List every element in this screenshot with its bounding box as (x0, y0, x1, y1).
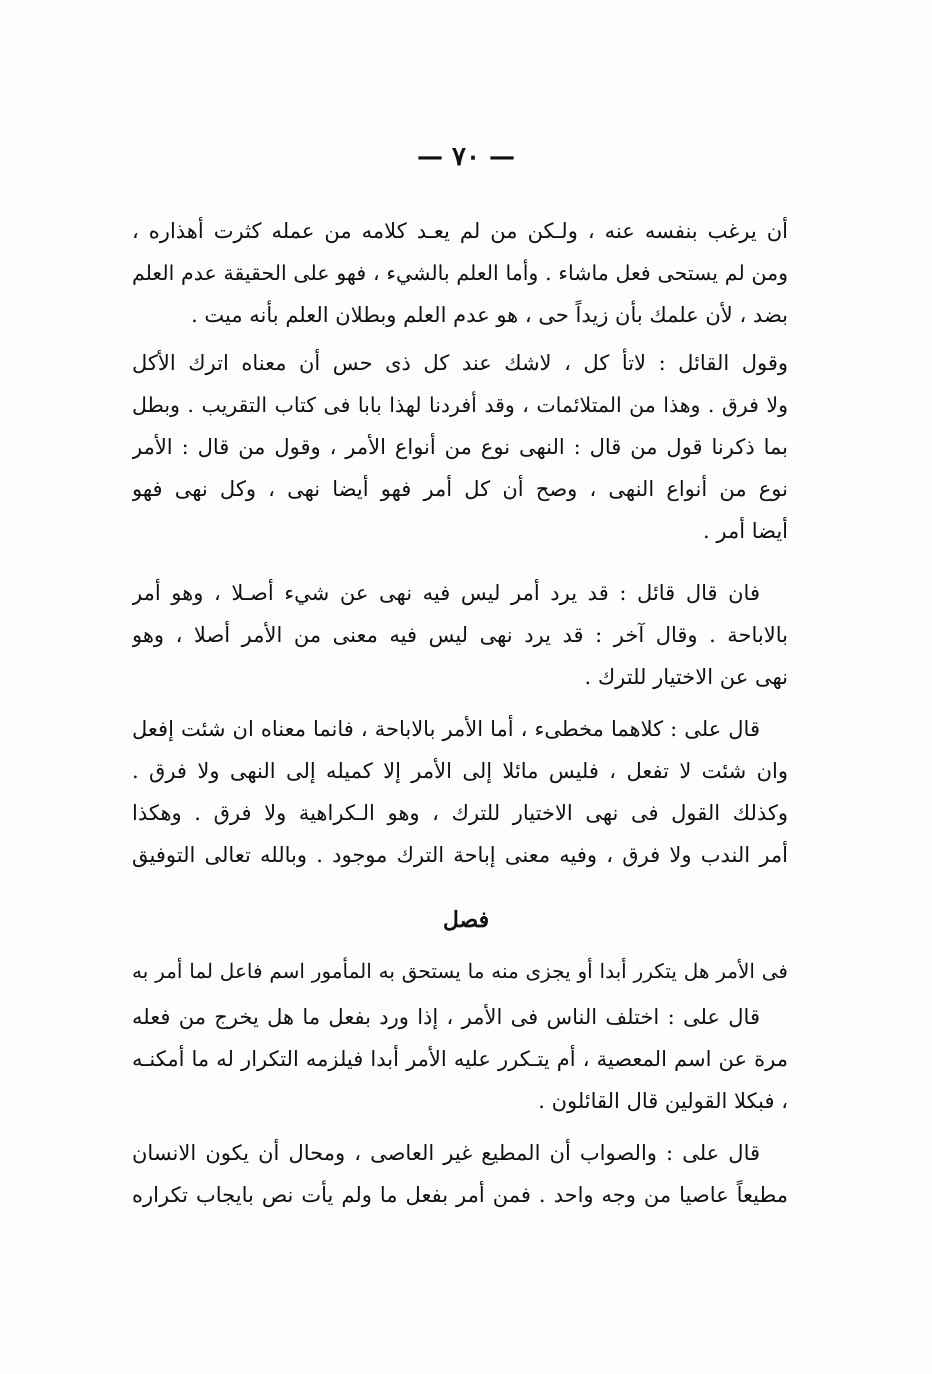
text-line: أيضا أمر . (703, 519, 788, 543)
text-line: ومن لم يستحى فعل ماشاء . وأما العلم بالشيء ، فهو على الحقيقة عدم العلم (132, 261, 788, 285)
text-line: بالاباحة . وقال آخر : قد يرد نهى ليس فيه معنى من الأمر أصلا ، وهو (132, 623, 788, 647)
text-line: مطيعاً عاصيا من وجه واحد . فمن أمر بفعل ما ولم يأت نص بايجاب تكراره (132, 1183, 788, 1207)
text-line: بضد ، لأن علمك بأن زيداً حى ، هو عدم العلم وبطلان العلم بأنه ميت . (191, 303, 788, 327)
text-line: وان شئت لا تفعل ، فليس مائلا إلى الأمر إلا كميله إلى النهى ولا فرق . (132, 759, 788, 783)
section-subtitle (132, 950, 788, 992)
text-line: أن يرغب بنفسه عنه ، ولـكن من لم يعـد كلامه من عمله كثرت أهذاره ، (132, 219, 788, 243)
text-line: نهى عن الاختيار للترك . (584, 665, 788, 689)
paragraph-2 (132, 342, 788, 552)
paragraph-3 (132, 572, 788, 698)
page-number: — ٧٠ — (416, 142, 516, 172)
text-line: نوع من أنواع النهى ، وصح أن كل أمر فهو أيضا نهى ، وكل نهى فهو (132, 477, 788, 501)
text-line: أمر الندب ولا فرق ، وفيه معنى إباحة الترك موجود . وبالله تعالى التوفيق (132, 843, 788, 867)
text-line: وقول القائل : لاتأ كل ، لاشك عند كل ذى حس أن معناه اترك الأكل (132, 351, 788, 375)
text-line: قال على : اختلف الناس فى الأمر ، إذا ورد بفعل ما هل يخرج من فعله (132, 1005, 760, 1029)
text-line: قال على : كلاهما مخطىء ، أما الأمر بالاباحة ، فانما معناه ان شئت إفعل (132, 717, 760, 741)
text-line: وكذلك القول فى نهى الاختيار للترك ، وهو الـكراهية ولا فرق . وهكذا (132, 801, 788, 825)
paragraph-6 (132, 996, 788, 1122)
paragraph-1 (132, 210, 788, 336)
paragraph-4 (132, 708, 788, 876)
text-line: قال على : والصواب أن المطيع غير العاصى ، ومحال أن يكون الانسان (132, 1141, 760, 1165)
text-line: فى الأمر هل يتكرر أبدا أو يجزى منه ما يستحق به المأمور اسم فاعل لما أمر به (132, 959, 788, 983)
text-line: فان قال قائل : قد يرد أمر ليس فيه نهى عن شيء أصـلا ، وهو أمر (132, 581, 760, 605)
paragraph-7 (132, 1132, 788, 1216)
text-line: بما ذكرنا قول من قال : النهى نوع من أنواع الأمر ، وقول من قال : الأمر (132, 435, 788, 459)
text-line: مرة عن اسم المعصية ، أم يتـكرر عليه الأمر أبدا فيلزمه التكرار له ما أمكنـه (132, 1047, 788, 1071)
text-line: ولا فرق . وهذا من المتلائمات ، وقد أفردنا لهذا بابا فى كتاب التقريب . وبطل (132, 393, 788, 417)
text-line: ، فبكلا القولين قال القائلون . (538, 1089, 788, 1113)
section-heading: فصل (442, 907, 490, 933)
